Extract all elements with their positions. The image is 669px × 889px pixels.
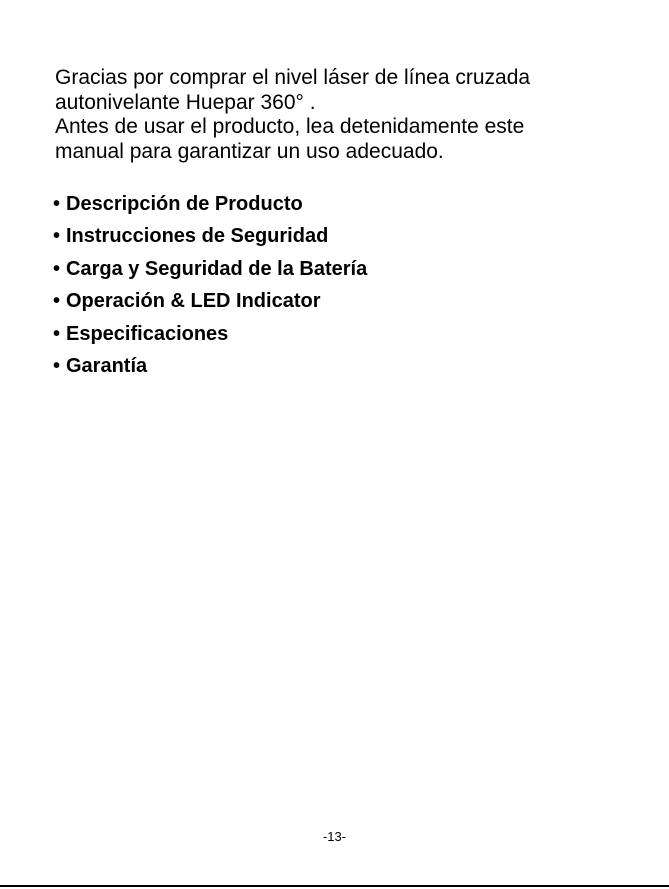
- contents-item-label: Descripción de Producto: [66, 193, 303, 215]
- contents-item-label: Instrucciones de Seguridad: [66, 225, 329, 248]
- page-number: -13-: [322, 829, 347, 844]
- intro-line: autonivelante Huepar 360° .: [55, 90, 316, 114]
- contents-item: [53, 320, 367, 352]
- contents-item: [53, 287, 367, 319]
- intro-line: Antes de usar el producto, lea detenidamente este: [55, 115, 525, 138]
- contents-item: [53, 222, 367, 254]
- bullet-icon: •: [53, 322, 61, 345]
- bullet-icon: •: [53, 193, 61, 215]
- bottom-divider: [0, 885, 669, 887]
- intro-line: Gracias por comprar el nivel láser de línea cruzada: [55, 66, 531, 89]
- contents-list: [53, 190, 367, 384]
- contents-item-label: Especificaciones: [66, 322, 229, 345]
- contents-item: [53, 255, 367, 287]
- contents-item-label: Operación & LED Indicator: [66, 290, 321, 313]
- bullet-icon: •: [53, 257, 61, 280]
- contents-item: [53, 352, 367, 384]
- bullet-icon: •: [53, 290, 61, 313]
- contents-item-label: Garantía: [66, 354, 148, 377]
- bullet-icon: •: [53, 354, 61, 377]
- intro-text: [55, 66, 635, 164]
- contents-item-label: Carga y Seguridad de la Batería: [66, 257, 368, 280]
- contents-item: [53, 190, 367, 222]
- intro-line: manual para garantizar un uso adecuado.: [55, 139, 444, 163]
- bullet-icon: •: [53, 225, 61, 248]
